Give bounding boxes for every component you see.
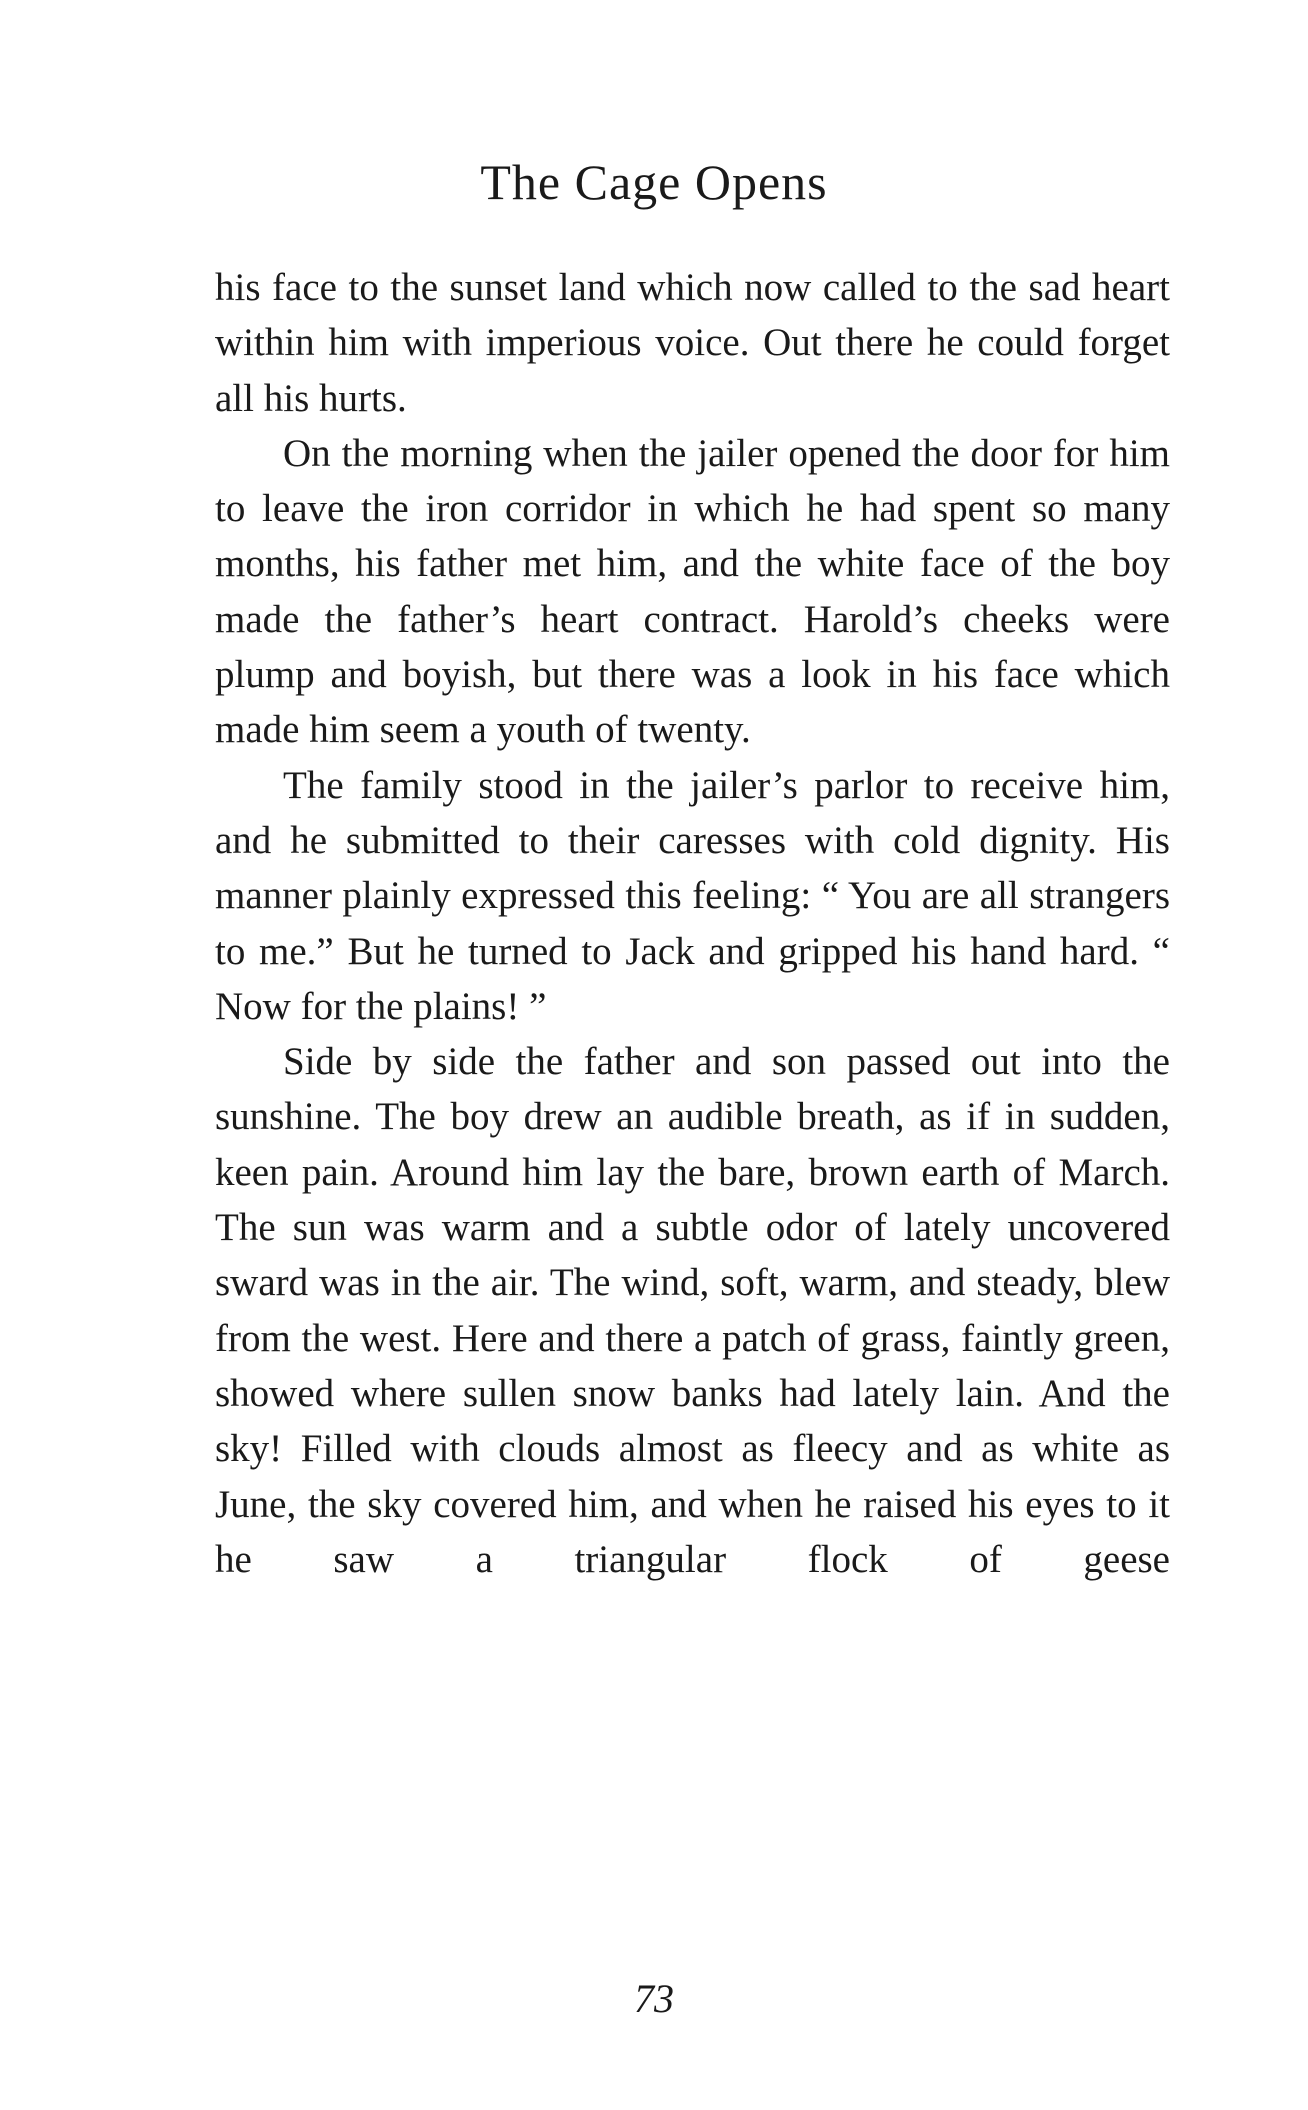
- running-head: The Cage Opens: [480, 154, 828, 210]
- page-number: 73: [634, 1976, 674, 2021]
- paragraph-continued: his face to the sunset land which now called to the sad heart within him with imperious voice. Out there he could forget all his hurts.: [215, 266, 1170, 420]
- paragraph: Side by side the father and son passed out into the sunshine. The boy drew an audible breath, as if in sudden, keen pain. Around him lay the bare, brown earth of March. The sun was warm and a subtle odor of lately uncovered sward was in the air. The wind, soft, warm, and steady, blew from the west. Here and there a patch of grass, faintly green, showed where sullen snow banks had lately lain. And the sky! Filled with clouds almost as fleecy and as white as June, the sky covered him, and when he raised his eyes to it he saw a triangular flock of geese: [215, 1040, 1170, 1581]
- body-text: [215, 260, 1170, 1587]
- paragraph: The family stood in the jailer’s parlor to receive him, and he submitted to their caresses with cold dignity. His manner plainly expressed this feeling: “ You are all strangers to me.” But he turned to Jack and gripped his hand hard. “ Now for the plains! ”: [215, 763, 1170, 1028]
- paragraph: On the morning when the jailer opened the door for him to leave the iron corridor in which he had spent so many months, his father met him, and the white face of the boy made the father’s heart contract. Harold’s cheeks were plump and boyish, but there was a look in his face which made him seem a youth of twenty.: [215, 431, 1170, 752]
